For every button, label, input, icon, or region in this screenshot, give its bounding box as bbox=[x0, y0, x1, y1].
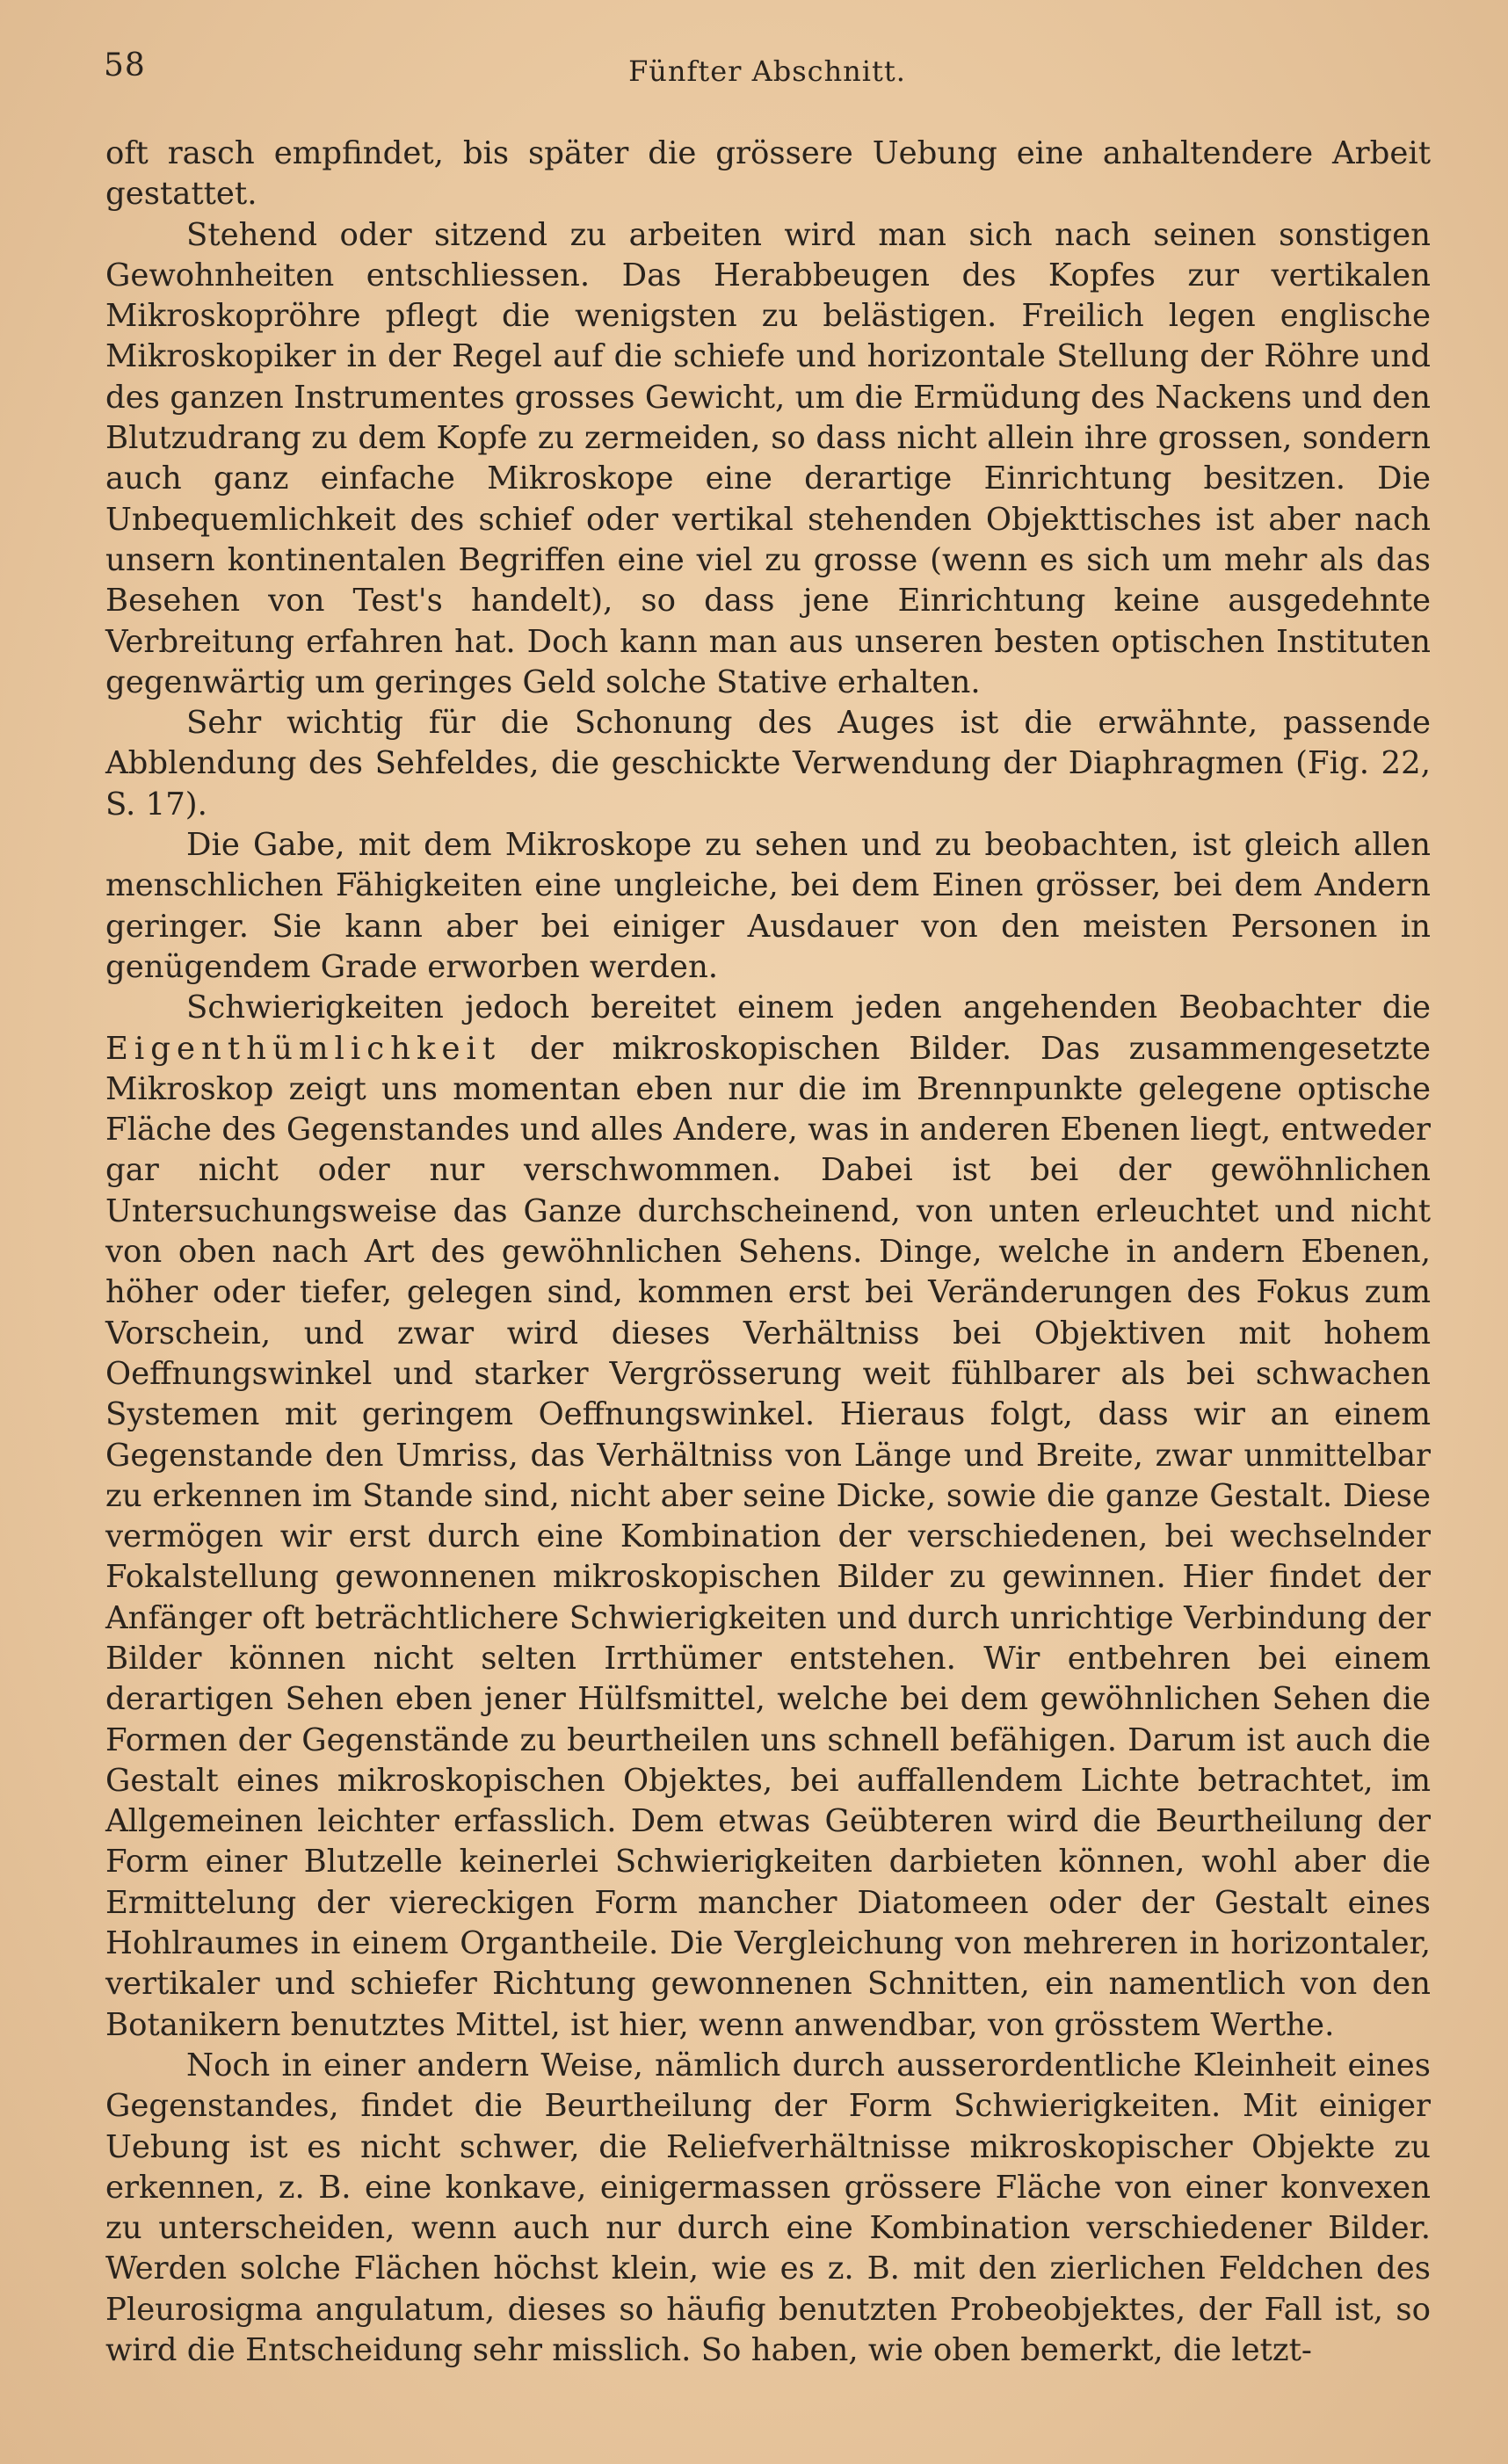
page-header bbox=[104, 47, 1431, 91]
running-head: Fünfter Abschnitt. bbox=[628, 54, 906, 88]
paragraph: oft rasch empfindet, bis später die grössere Uebung eine anhaltendere Arbeit gestattet. bbox=[105, 135, 1431, 213]
paragraph: Stehend oder sitzend zu arbeiten wird man sich nach seinen sonstigen Gewohnheiten entschliessen. Das Herabbeugen des Kopfes zur vertikalen Mikroskopröhre pflegt die wenigsten zu belästigen. Freilich legen englische Mikroskopiker in der Regel auf die schiefe und horizontale Stellung der Röhre und des ganzen Instrumentes grosses Gewicht, um die Ermüdung des Nackens und den Blutzudrang zu dem Kopfe zu zermeiden, so dass nicht allein ihre grossen, sondern auch ganz einfache Mikroskope eine derartige Einrichtung besitzen. Die Unbequemlichkeit des schief oder vertikal stehenden Objekttisches ist aber nach unsern kontinentalen Begriffen eine viel zu grosse (wenn es sich um mehr als das Besehen von Test's handelt), so dass jene Einrichtung keine ausgedehnte Verbreitung erfahren hat. Doch kann man aus unseren besten optischen Instituten gegenwärtig um geringes Geld solche Stative erhalten. bbox=[105, 216, 1431, 700]
paragraph: Sehr wichtig für die Schonung des Auges ist die erwähnte, passende Abblendung des Sehfeldes, die geschickte Verwendung der Diaphragmen (Fig. 22, S. 17). bbox=[105, 705, 1431, 823]
paragraph-text: Schwierigkeiten jedoch bereitet einem jeden angehenden Beobachter die bbox=[186, 989, 1431, 1026]
page-number: 58 bbox=[104, 47, 146, 83]
body-text bbox=[105, 134, 1431, 2371]
emphasized-term: Eigenthümlichkeit bbox=[105, 1030, 502, 1067]
paragraph bbox=[105, 988, 1431, 2046]
paragraph-text: der mikroskopischen Bilder. Das zusammengesetzte Mikroskop zeigt uns momentan eben nur die im Brennpunkte gelegene optische Fläche des Gegenstandes und alles Andere, was in anderen Ebenen liegt, entweder gar nicht oder nur verschwommen. Dabei ist bei der gewöhnlichen Untersuchungsweise das Ganze durchscheinend, von unten erleuchtet und nicht von oben nach Art des gewöhnlichen Sehens. Dinge, welche in andern Ebenen, höher oder tiefer, gelegen sind, kommen erst bei Veränderungen des Fokus zum Vorschein, und zwar wird dieses Verhältniss bei Objektiven mit hohem Oeffnungswinkel und starker Vergrösserung weit fühlbarer als bei schwachen Systemen mit geringem Oeffnungswinkel. Hieraus folgt, dass wir an einem Gegenstande den Umriss, das Verhältniss von Länge und Breite, zwar unmittelbar zu erkennen im Stande sind, nicht aber seine Dicke, sowie die ganze Gestalt. Diese vermögen wir erst durch eine Kombination der verschiedenen, bei wechselnder Fokalstellung gewonnenen mikroskopischen Bilder zu gewinnen. Hier findet der Anfänger oft beträchtlichere Schwierigkeiten und durch unrichtige Verbindung der Bilder können nicht selten Irrthümer entstehen. Wir entbehren bei einem derartigen Sehen eben jener Hülfsmittel, welche bei dem gewöhnlichen Sehen die Formen der Gegenstände zu beurtheilen uns schnell befähigen. Darum ist auch die Gestalt eines mikroskopischen Objektes, bei auffallendem Lichte betrachtet, im Allgemeinen leichter erfasslich. Dem etwas Geübteren wird die Beurtheilung der Form einer Blutzelle keinerlei Schwierigkeiten darbieten können, wohl aber die Ermittelung der viereckigen Form mancher Diatomeen oder der Gestalt eines Hohlraumes in einem Organtheile. Die Vergleichung von mehreren in horizontaler, vertikaler und schiefer Richtung gewonnenen Schnitten, ein namentlich von den Botanikern benutztes Mittel, ist hier, wenn anwendbar, von grösstem Werthe. bbox=[105, 1030, 1431, 2043]
paragraph: Noch in einer andern Weise, nämlich durch ausserordentliche Kleinheit eines Gegenstandes, findet die Beurtheilung der Form Schwierigkeiten. Mit einiger Uebung ist es nicht schwer, die Reliefverhältnisse mikroskopischer Objekte zu erkennen, z. B. eine konkave, einigermassen grössere Fläche von einer konvexen zu unterscheiden, wenn auch nur durch eine Kombination verschiedener Bilder. Werden solche Flächen höchst klein, wie es z. B. mit den zierlichen Feldchen des Pleurosigma angulatum, dieses so häufig benutzten Probeobjektes, der Fall ist, so wird die Entscheidung sehr misslich. So haben, wie oben bemerkt, die letzt- bbox=[105, 2047, 1431, 2369]
paragraph: Die Gabe, mit dem Mikroskope zu sehen und zu beobachten, ist gleich allen menschlichen Fähigkeiten eine ungleiche, bei dem Einen grösser, bei dem Andern geringer. Sie kann aber bei einiger Ausdauer von den meisten Personen in genügendem Grade erworben werden. bbox=[105, 827, 1431, 985]
